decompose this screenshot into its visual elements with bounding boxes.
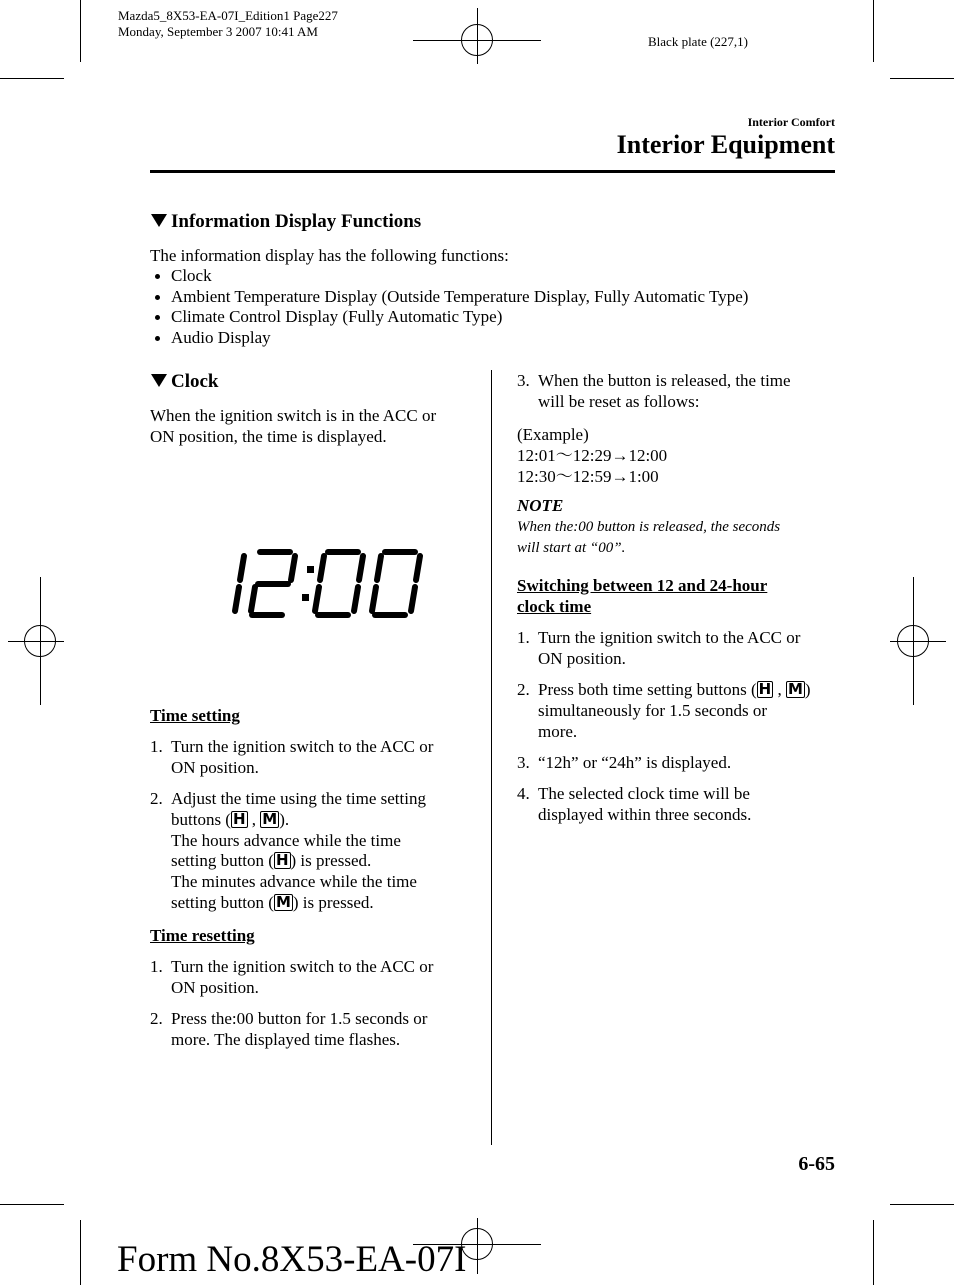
- plate-label: Black plate (227,1): [648, 34, 748, 49]
- time-resetting-steps: [150, 957, 480, 1061]
- clock-heading: Clock: [151, 371, 219, 393]
- hour-key-icon: H: [275, 851, 289, 870]
- form-number: Form No.8X53-EA-07I: [117, 1239, 467, 1280]
- list-item: 3. “12h” or “24h” is displayed.: [517, 752, 732, 772]
- column-divider: [491, 370, 492, 1145]
- page-number: 6-65: [798, 1153, 835, 1175]
- list-item: Climate Control Display (Fully Automatic Type): [150, 307, 840, 328]
- hour-key-icon: H: [232, 809, 246, 828]
- list-item: 1. Turn the ignition switch to the ACC or ON position.: [150, 957, 434, 997]
- list-item: Ambient Temperature Display (Outside Temperature Display, Fully Automatic Type): [150, 287, 840, 308]
- page-title: Interior Equipment: [616, 130, 835, 159]
- list-item: 2. Press the:00 button for 1.5 seconds or more. The displayed time flashes.: [150, 1009, 428, 1049]
- print-header-line2: Monday, September 3 2007 10:41 AM: [118, 24, 318, 39]
- triangle-icon: [151, 374, 167, 387]
- switching-heading: Switching between 12 and 24-hour clock time: [517, 576, 768, 616]
- print-header: [118, 8, 338, 40]
- title-rule: [150, 170, 835, 173]
- info-intro: The information display has the following functions:: [150, 246, 509, 265]
- info-heading: Information Display Functions: [151, 211, 421, 233]
- list-item: Clock: [150, 266, 840, 287]
- minute-key-icon: M: [275, 893, 291, 912]
- time-resetting-heading: Time resetting: [150, 926, 255, 945]
- time-resetting-steps-continued: [517, 371, 837, 423]
- note-text: When the:00 button is released, the seconds will start at “00”.: [517, 519, 781, 556]
- note-heading: NOTE: [517, 496, 564, 515]
- list-item: Audio Display: [150, 328, 840, 349]
- time-setting-heading: Time setting: [150, 706, 240, 725]
- switching-steps: [517, 628, 837, 836]
- hour-key-icon: H: [758, 680, 772, 699]
- list-item: 2. Adjust the time using the time setting buttons ( H , M ). The hours advance while the time setting button ( H ) is pressed. The minutes advance while the time setting button ( M ) is pressed.: [150, 789, 426, 913]
- list-item: 2. Press both time setting buttons ( H , M ) simultaneously for 1.5 seconds or more.: [517, 680, 811, 741]
- clock-intro: When the ignition switch is in the ACC or ON position, the time is displayed.: [150, 406, 437, 446]
- list-item: 3. When the button is released, the time will be reset as follows:: [517, 371, 791, 411]
- minute-key-icon: M: [787, 680, 803, 699]
- print-header-line1: Mazda5_8X53-EA-07I_Edition1 Page227: [118, 8, 338, 23]
- example-block: (Example) 12:01～12:29→12:00 12:30～12:59→1:00: [517, 425, 668, 486]
- list-item: 4. The selected clock time will be displayed within three seconds.: [517, 784, 752, 825]
- info-bullet-list: [150, 266, 840, 348]
- minute-key-icon: M: [262, 809, 278, 828]
- time-setting-steps: [150, 737, 480, 924]
- section-label: Interior Comfort: [747, 115, 835, 129]
- list-item: 1. Turn the ignition switch to the ACC or ON position.: [150, 737, 434, 777]
- clock-display-icon: [222, 546, 427, 621]
- triangle-icon: [151, 214, 167, 227]
- list-item: 1. Turn the ignition switch to the ACC or ON position.: [517, 628, 801, 668]
